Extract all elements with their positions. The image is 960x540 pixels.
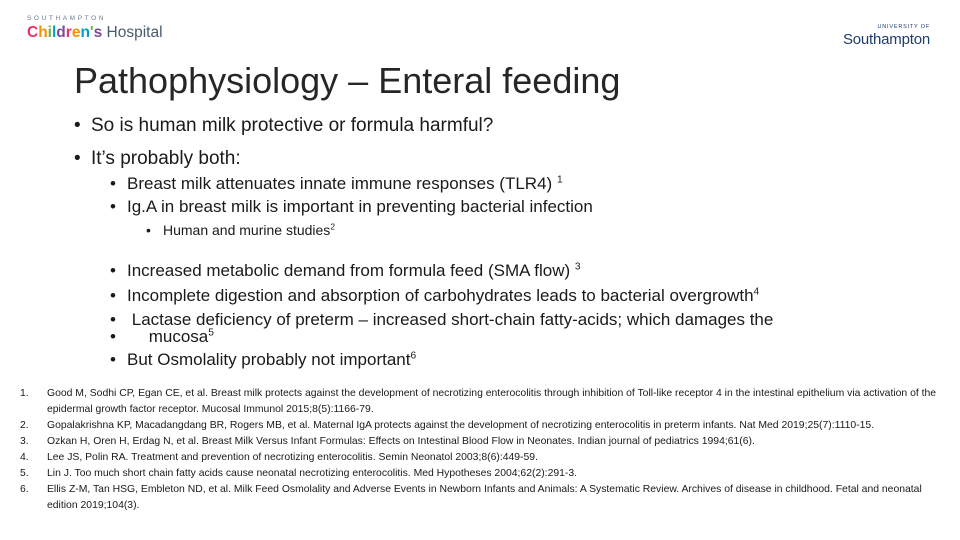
bullet-text: Lactase deficiency of preterm – increased short-chain fatty-acids; which damages the [131, 310, 774, 329]
reference-item [20, 482, 950, 514]
bullet-text: Human and murine studies [163, 222, 331, 238]
logo-name [27, 23, 167, 43]
bullet-osmolality [110, 349, 416, 371]
reference-number: 4. [20, 452, 29, 463]
logo-letter: d [56, 24, 66, 41]
logo-letter: C [27, 24, 39, 41]
citation: 6 [410, 350, 417, 362]
logo-letter: i [47, 24, 52, 41]
reference-item [20, 466, 950, 482]
reference-number: 5. [20, 468, 29, 479]
bullet-answer [74, 147, 241, 171]
reference-number: 3. [20, 436, 29, 447]
bullet-lactase-continuation [110, 326, 214, 348]
reference-text: Ozkan H, Oren H, Erdag N, et al. Breast Milk Versus Infant Formulas: Effects on Intestinal Blood Flow in Neonates. Indian journal of pediatrics 1994;61(6). [47, 436, 755, 447]
logo-letter: r [65, 24, 72, 41]
logo-letter: ' [89, 24, 94, 41]
citation: 4 [753, 286, 760, 298]
logo-hospital-word: Hospital [106, 24, 163, 41]
reference-text: Lee JS, Polin RA. Treatment and prevention of necrotizing enterocolitis. Semin Neonatol 2003;8(6):449-59. [47, 452, 538, 463]
reference-item [20, 450, 950, 466]
reference-item [20, 434, 950, 450]
reference-number: 1. [20, 388, 29, 399]
logo-letter: s [93, 24, 103, 41]
logo-city-text: SOUTHAMPTON [27, 15, 107, 22]
reference-number: 6. [20, 484, 29, 495]
bullet-iga [110, 196, 593, 218]
childrens-hospital-logo [27, 15, 167, 49]
reference-number: 2. [20, 420, 29, 431]
slide-title: Pathophysiology – Enteral feeding [74, 60, 621, 101]
logo-letter: h [38, 24, 48, 41]
citation: 5 [208, 327, 214, 339]
reference-text: Lin J. Too much short chain fatty acids cause neonatal necrotizing enterocolitis. Med Hypotheses 2004;62(2):291-3. [47, 468, 578, 479]
bullet-text: Breast milk attenuates innate immune responses (TLR4) [127, 174, 553, 193]
logo-letter: l [51, 24, 57, 41]
logo-childrens-word [27, 24, 102, 41]
logo-letter: n [80, 24, 90, 41]
logo-southampton: Southampton [842, 31, 930, 48]
bullet-human-murine [146, 221, 335, 239]
logo-university-of: UNIVERSITY OF [877, 24, 930, 30]
bullet-text: But Osmolality probably not important [127, 350, 411, 369]
reference-text: Gopalakrishna KP, Macadangdang BR, Rogers MB, et al. Maternal IgA protects against the development of necrotizing enterocolitis in preterm infants. Nat Med 2019;25(7):1110-15. [47, 420, 875, 431]
bullet-question [74, 114, 493, 138]
bullet-text: mucosa [148, 327, 209, 346]
logo-letter: e [71, 24, 81, 41]
bullet-text: Ig.A in breast milk is important in preventing bacterial infection [127, 197, 593, 216]
bullet-text: Increased metabolic demand from formula feed (SMA flow) [127, 261, 571, 280]
reference-text: Good M, Sodhi CP, Egan CE, et al. Breast milk protects against the development of necrotizing enterocolitis through inhibition of Toll-like receptor 4 in the intestinal epithelium via activation of the epidermal growth factor receptor. Mucosal Immunol 2015;8(5):1166-79. [47, 388, 937, 415]
citation: 2 [330, 221, 335, 232]
university-of-southampton-logo [830, 24, 930, 48]
bullet-answer-text: It’s probably both: [91, 148, 241, 169]
bullet-metabolic-demand [110, 260, 581, 282]
reference-item [20, 418, 950, 434]
citation: 3 [574, 261, 581, 273]
references-list [20, 386, 950, 514]
bullet-text: Incomplete digestion and absorption of carbohydrates leads to bacterial overgrowth [127, 286, 754, 305]
reference-text: Ellis Z-M, Tan HSG, Embleton ND, et al. Milk Feed Osmolality and Adverse Events in Newborn Infants and Animals: A Systematic Review. Archives of disease in childhood. Fetal and neonatal edition 2019;104(3). [47, 484, 922, 511]
bullet-question-text: So is human milk protective or formula harmful? [91, 115, 494, 136]
bullet-carbohydrates [110, 285, 759, 307]
citation: 1 [556, 174, 563, 186]
bullet-breast-milk-tlr4 [110, 173, 563, 195]
reference-item [20, 386, 950, 418]
